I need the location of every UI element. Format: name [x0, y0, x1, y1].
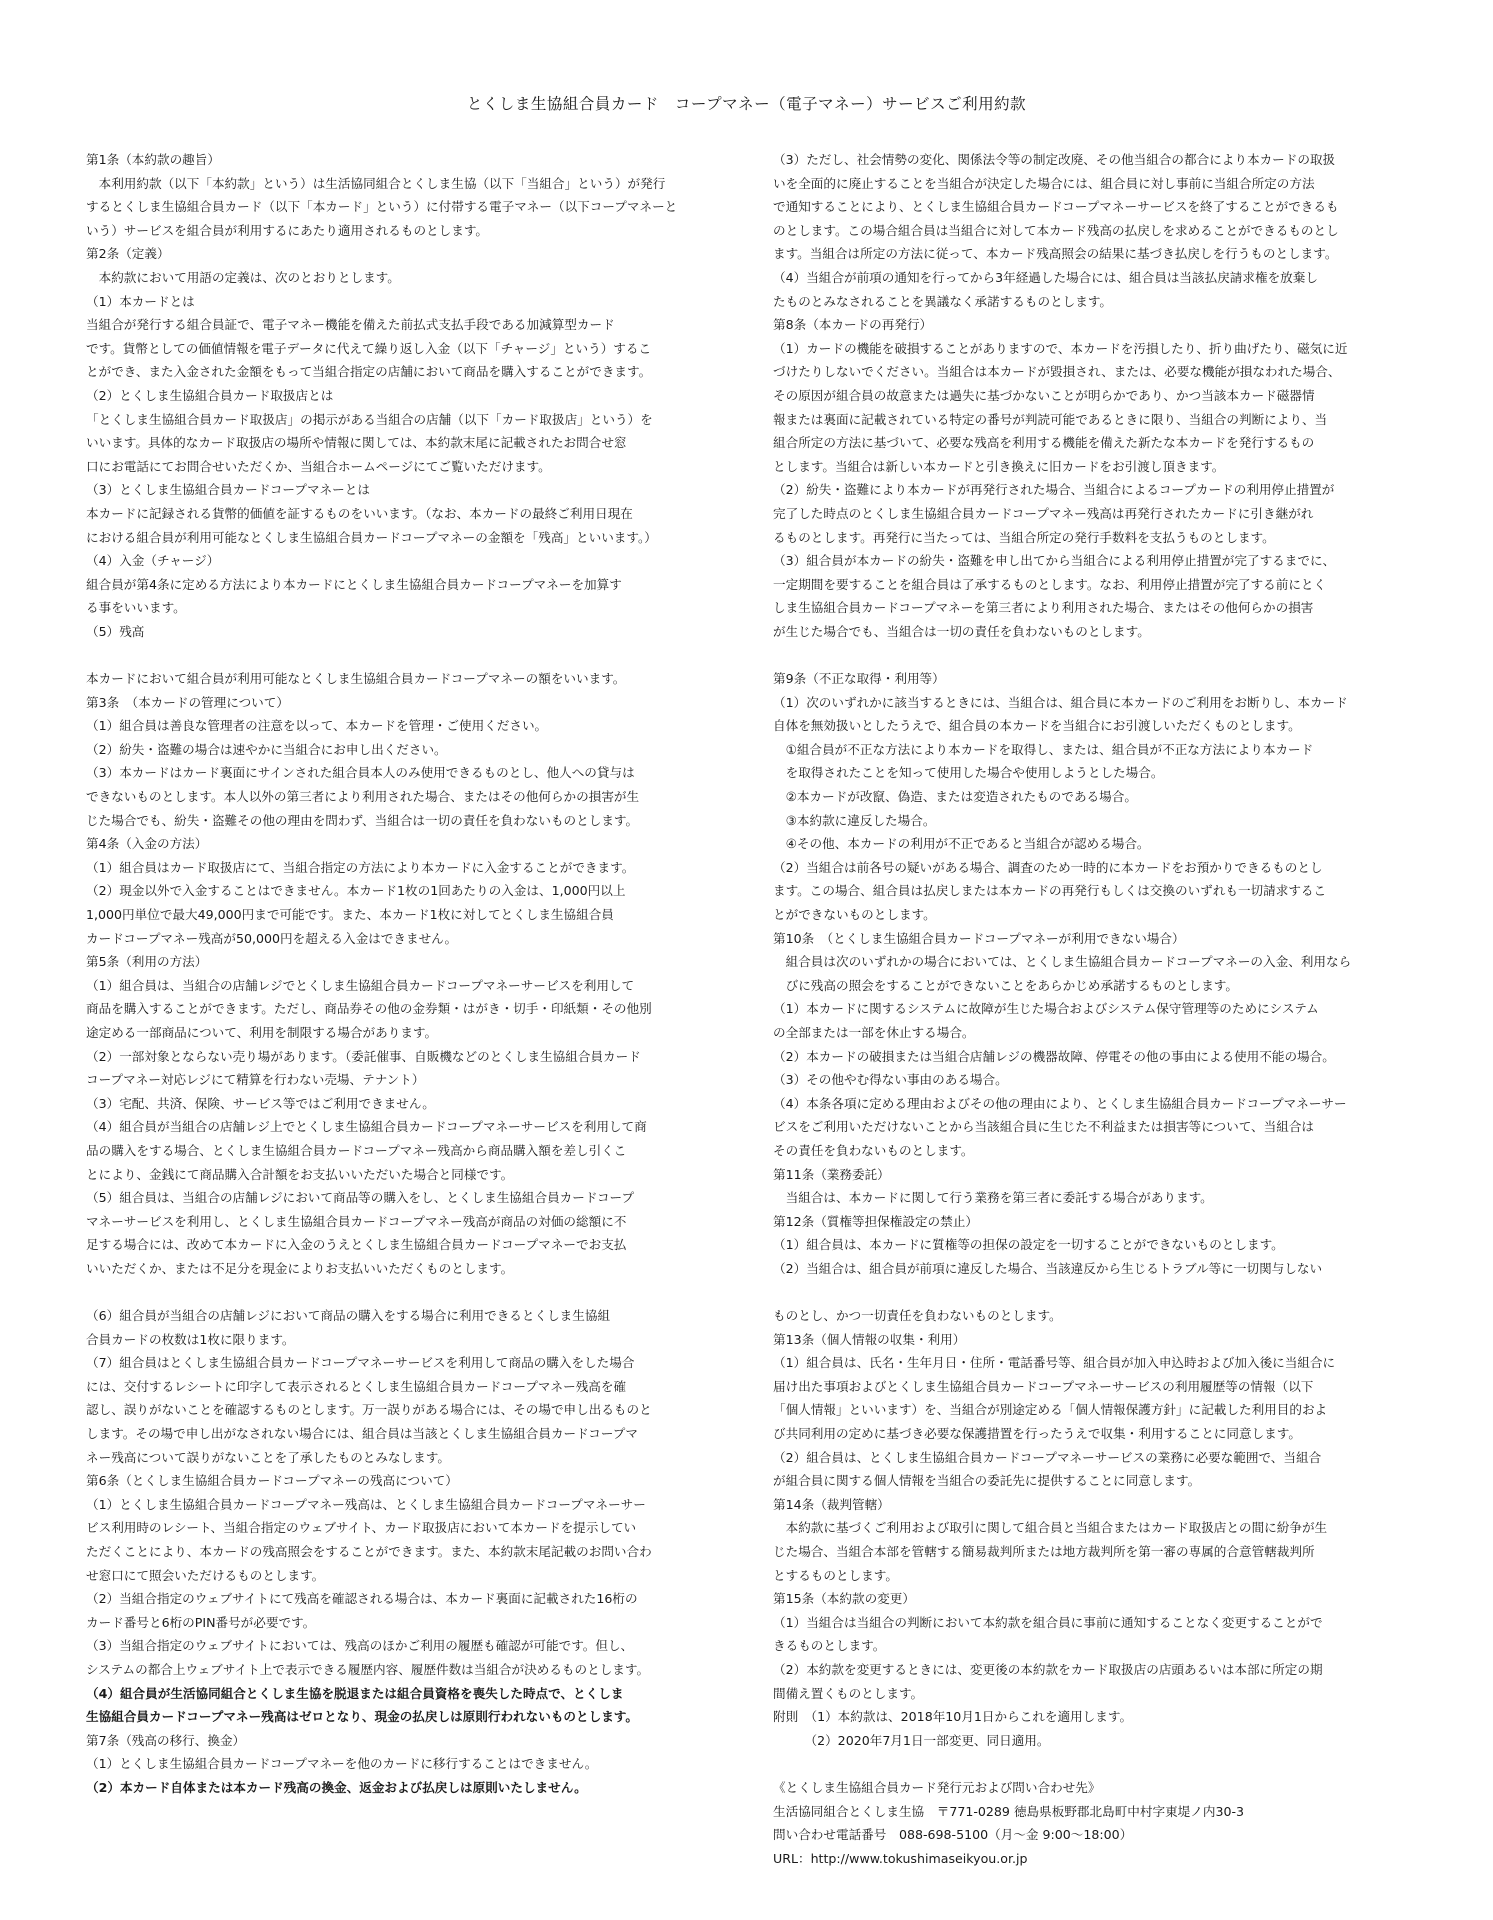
text-line: （2）一部対象とならない売り場があります。（委託催事、自販機などのとくしま生協組合員カード — [86, 1048, 641, 1064]
text-line: ます。当組合は所定の方法に従って、本カード残高照会の結果に基づき払戻しを行うものとします。 — [773, 246, 1338, 262]
blank-line — [773, 643, 1408, 667]
text-line: 「とくしま生協組合員カード取扱店」の掲示がある当組合の店舗（以下「カード取扱店」という）を — [86, 411, 653, 427]
text-line: システムの都合上ウェブサイト上で表示できる履歴内容、履歴件数は当組合が決めるものとします。 — [86, 1662, 650, 1677]
text-line: 第10条 （とくしま生協組合員カードコープマネーが利用できない場合） — [773, 930, 1185, 946]
text-line: 第9条（不正な取得・利用等） — [773, 671, 945, 687]
text-line: （1）とくしま生協組合員カードコープマネーを他のカードに移行することはできません。 — [86, 1756, 598, 1772]
text-line: ④その他、本カードの利用が不正であると当組合が認める場合。 — [773, 836, 1150, 852]
text-line: ものとし、かつ一切責任を負わないものとします。 — [773, 1308, 1062, 1324]
text-line: る事をいいます。 — [86, 600, 186, 616]
text-line: 第7条（残高の移行、換金） — [86, 1732, 246, 1748]
text-line: カード番号と6桁のPIN番号が必要です。 — [86, 1614, 316, 1630]
left-column — [86, 148, 710, 1800]
text-line: ただくことにより、本カードの残高照会をすることができます。また、本約款末尾記載のお問い合わ — [86, 1544, 652, 1560]
text-line: （5）組合員は、当組合の店舗レジにおいて商品等の購入をし、とくしま生協組合員カードコープ — [86, 1190, 635, 1206]
text-line: （2）当組合は前各号の疑いがある場合、調査のため一時的に本カードをお預かりできるものとし — [773, 859, 1323, 875]
text-line: における組合員が利用可能なとくしま生協組合員カードコープマネーの金額を「残高」といいます。） — [86, 529, 657, 545]
text-line: 生協組合員カードコープマネー残高はゼロとなり、現金の払戻しは原則行われないものとします。 — [86, 1709, 638, 1725]
text-line: 第14条（裁判管轄） — [773, 1496, 890, 1512]
text-line: （2）本約款を変更するときには、変更後の本約款をカード取扱店の店頭あるいは本部に所定の期 — [773, 1662, 1323, 1677]
text-line: 第5条（利用の方法） — [86, 954, 208, 970]
text-line: （5）残高 — [86, 623, 145, 639]
text-line: 一定期間を要することを組合員は了承するものとします。なお、利用停止措置が完了する前にとく — [773, 576, 1327, 592]
text-line: 第3条 （本カードの管理について） — [86, 694, 289, 710]
text-line: 第12条（質権等担保権設定の禁止） — [773, 1213, 978, 1229]
text-line: 第13条（個人情報の収集・利用） — [773, 1331, 966, 1347]
text-line: 第2条（定義） — [86, 246, 170, 262]
text-line: 「個人情報」といいます）を、当組合が別途定める「個人情報保護方針」に記載した利用目的およ — [773, 1402, 1328, 1418]
text-line: （2）本カード自体または本カード残高の換金、返金および払戻しは原則いたしません。 — [86, 1779, 587, 1795]
text-line: （3）組合員が本カードの紛失・盗難を申し出てから当組合による利用停止措置が完了するまでに、 — [773, 553, 1336, 569]
text-line: で通知することにより、とくしま生協組合員カードコープマネーサービスを終了することができるも — [773, 199, 1339, 215]
text-line: 生活協同組合とくしま生協 〒771-0289 徳島県板野郡北島町中村字東堤ノ内30-3 — [773, 1803, 1245, 1819]
text-line: （2）紛失・盗難により本カードが再発行された場合、当組合によるコープカードの利用停止措置が — [773, 482, 1335, 498]
text-line: （6）組合員が当組合の店舗レジにおいて商品の購入をする場合に利用できるとくしま生協組 — [86, 1308, 611, 1324]
text-line: ビス利用時のレシート、当組合指定のウェブサイト、カード取扱店において本カードを提示してい — [86, 1520, 637, 1536]
text-line: ます。この場合、組合員は払戻しまたは本カードの再発行もしくは交換のいずれも一切請求するこ — [773, 883, 1327, 899]
document-title: とくしま生協組合員カード コープマネー（電子マネー）サービスご利用約款 — [466, 95, 1027, 113]
text-line: 間備え置くものとします。 — [773, 1685, 924, 1701]
text-line: いいただくか、または不足分を現金によりお支払いいただくものとします。 — [86, 1260, 514, 1276]
text-line: きるものとします。 — [773, 1638, 886, 1654]
text-line: （4）本条各項に定める理由およびその他の理由により、とくしま生協組合員カードコープマネーサー — [773, 1095, 1347, 1111]
text-line: とするものとします。 — [773, 1567, 898, 1583]
text-line: とします。当組合は新しい本カードと引き換えに旧カードをお引渡し頂きます。 — [773, 458, 1225, 474]
text-line: （1）当組合は当組合の判断において本約款を組合員に事前に通知することなく変更することがで — [773, 1614, 1323, 1630]
blank-line — [86, 1281, 710, 1305]
text-line: できないものとします。本人以外の第三者により利用された場合、またはその他何らかの損害が生 — [86, 789, 640, 805]
text-line: いを全面的に廃止することを当組合が決定した場合には、組合員に対し事前に当組合所定の方法 — [773, 175, 1315, 191]
text-line: 途定める一部商品について、利用を制限する場合があります。 — [86, 1024, 438, 1040]
text-line: 第8条（本カードの再発行） — [773, 317, 933, 333]
text-line: （2）組合員は、とくしま生協組合員カードコープマネーサービスの業務に必要な範囲で、当組合 — [773, 1449, 1322, 1465]
text-line: 第15条（本約款の変更） — [773, 1591, 915, 1607]
text-line: 本約款に基づくご利用および取引に関して組合員と当組合またはカード取扱店との間に紛争が生 — [773, 1520, 1328, 1536]
text-line: 口にお電話にてお問合せいただくか、当組合ホームページにてご覧いただけます。 — [86, 458, 551, 474]
text-line: るものとします。再発行に当たっては、当組合所定の発行手数料を支払うものとします。 — [773, 529, 1275, 545]
text-line: 認し、誤りがないことを確認するものとします。万一誤りがある場合には、その場で申し出るものと — [86, 1402, 652, 1418]
text-line: 《とくしま生協組合員カード発行元および問い合わせ先》 — [773, 1779, 1101, 1795]
text-line: 本約款において用語の定義は、次のとおりとします。 — [86, 269, 400, 285]
text-line: 1,000円単位で最大49,000円まで可能です。また、本カード1枚に対してとくしま生協組合員 — [86, 907, 614, 922]
text-line: じた場合、当組合本部を管轄する簡易裁判所または地方裁判所を第一審の専属的合意管轄裁判所 — [773, 1544, 1315, 1560]
text-line: マネーサービスを利用し、とくしま生協組合員カードコープマネー残高が商品の対価の総額に不 — [86, 1213, 627, 1229]
right-column — [773, 148, 1408, 1870]
text-line: いいます。具体的なカード取扱店の場所や情報に関しては、本約款末尾に記載されたお問合せ窓 — [86, 435, 627, 451]
text-line: じた場合でも、紛失・盗難その他の理由を問わず、当組合は一切の責任を負わないものとします。 — [86, 812, 639, 828]
text-line: が組合員に関する個人情報を当組合の委託先に提供することに同意します。 — [773, 1473, 1201, 1489]
text-line: 報または裏面に記載されている特定の番号が判読可能であるときに限り、当組合の判断により、当 — [773, 411, 1328, 427]
text-line: （4）組合員が生活協同組合とくしま生協を脱退または組合員資格を喪失した時点で、とくしま — [86, 1685, 624, 1701]
text-line: 第1条（本約款の趣旨） — [86, 152, 220, 167]
text-line: 足する場合には、改めて本カードに入金のうえとくしま生協組合員カードコープマネーでお支払 — [86, 1237, 627, 1253]
text-line: （3）ただし、社会情勢の変化、関係法令等の制定改廃、その他当組合の都合により本カードの取扱 — [773, 152, 1336, 167]
text-line: （4）当組合が前項の通知を行ってから3年経過した場合には、組合員は当該払戻請求権を放棄し — [773, 269, 1318, 285]
text-line: （2）紛失・盗難の場合は速やかに当組合にお申し出ください。 — [86, 741, 447, 757]
text-line: （2）本カードの破損または当組合店舗レジの機器故障、停電その他の事由による使用不能の場合。 — [773, 1048, 1335, 1064]
text-line: （4）組合員が当組合の店舗レジ上でとくしま生協組合員カードコープマネーサービスを利用して商 — [86, 1119, 647, 1135]
text-line: 本利用約款（以下「本約款」という）は生活協同組合とくしま生協（以下「当組合」という）が発行 — [86, 175, 666, 191]
text-line: （1）組合員は善良な管理者の注意を以って、本カードを管理・ご使用ください。 — [86, 718, 548, 734]
text-line: 合員カードの枚数は1枚に限ります。 — [86, 1331, 295, 1347]
text-line: のとします。この場合組合員は当組合に対して本カード残高の払戻しを求めることができるものとし — [773, 222, 1339, 238]
text-line: 届け出た事項およびとくしま生協組合員カードコープマネーサービスの利用履歴等の情報（以下 — [773, 1378, 1314, 1394]
text-line: 本カードに記録される貨幣的価値を証するものをいいます。（なお、本カードの最終ご利用日現在 — [86, 505, 633, 521]
text-line: （3）当組合指定のウェブサイトにおいては、残高のほかご利用の履歴も確認が可能です。但し、 — [86, 1638, 634, 1654]
text-line: せ窓口にて照会いただけるものとします。 — [86, 1567, 325, 1583]
text-line: （2）とくしま生協組合員カード取扱店とは — [86, 387, 334, 403]
text-line: （2）現金以外で入金することはできません。本カード1枚の1回あたりの入金は、1,000円以上 — [86, 883, 626, 899]
text-line: （3）その他やむ得ない事由のある場合。 — [773, 1072, 1008, 1088]
text-line: 組合員は次のいずれかの場合においては、とくしま生協組合員カードコープマネーの入金、利用なら — [773, 954, 1352, 970]
text-line: 第6条（とくしま生協組合員カードコープマネーの残高について） — [86, 1473, 458, 1489]
text-line: びに残高の照会をすることができないことをあらかじめ承諾するものとします。 — [773, 977, 1238, 993]
text-line: その責任を負わないものとします。 — [773, 1142, 974, 1158]
text-line: とができないものとします。 — [773, 907, 936, 922]
text-line: （3）宅配、共済、保険、サービス等ではご利用できません。 — [86, 1095, 435, 1111]
text-line: その原因が組合員の故意または過失に基づかないことが明らかであり、かつ当該本カード磁器情 — [773, 387, 1315, 403]
text-line: 当組合は、本カードに関して行う業務を第三者に委託する場合があります。 — [773, 1190, 1213, 1206]
text-line: には、交付するレシートに印字して表示されるとくしま生協組合員カードコープマネー残高を確 — [86, 1378, 627, 1394]
text-line: （1）カードの機能を破損することがありますので、本カードを汚損したり、折り曲げたり、磁気に近 — [773, 340, 1348, 356]
blank-line — [773, 1281, 1408, 1305]
text-line: （2）当組合指定のウェブサイトにて残高を確認される場合は、本カード裏面に記載された16桁の — [86, 1591, 638, 1607]
text-line: コープマネー対応レジにて精算を行わない売場、テナント） — [86, 1072, 425, 1088]
text-line: （3）本カードはカード裏面にサインされた組合員本人のみ使用できるものとし、他人への貸与は — [86, 765, 635, 781]
text-line: 問い合わせ電話番号 088-698-5100（月〜金 9:00〜18:00） — [773, 1827, 1133, 1843]
text-line: いう）サービスを組合員が利用するにあたり適用されるものとします。 — [86, 222, 488, 238]
text-line: （1）とくしま生協組合員カードコープマネー残高は、とくしま生協組合員カードコープマネーサー — [86, 1496, 646, 1512]
text-line: 品の購入をする場合、とくしま生協組合員カードコープマネー残高から商品購入額を差し引くこ — [86, 1142, 627, 1158]
text-line: するとくしま生協組合員カード（以下「本カード」という）に付帯する電子マネー（以下コープマネーと — [86, 199, 678, 215]
text-line: （1）組合員は、当組合の店舗レジでとくしま生協組合員カードコープマネーサービスを利用して — [86, 977, 635, 993]
text-line: 当組合が発行する組合員証で、電子マネー機能を備えた前払式支払手段である加減算型カード — [86, 317, 615, 333]
text-line: づけたりしないでください。当組合は本カードが毀損され、または、必要な機能が損なわれた場合、 — [773, 364, 1341, 380]
text-line: とができ、また入金された金額をもって当組合指定の店舗において商品を購入することができます。 — [86, 364, 652, 380]
text-line: 組合所定の方法に基づいて、必要な残高を利用する機能を備えた新たな本カードを発行するもの — [773, 435, 1315, 451]
text-line: 組合員が第4条に定める方法により本カードにとくしま生協組合員カードコープマネーを加算す — [86, 576, 622, 592]
text-line: 本カードにおいて組合員が利用可能なとくしま生協組合員カードコープマネーの額をいいます。 — [86, 671, 626, 687]
text-line: び共同利用の定めに基づき必要な保護措置を行ったうえで収集・利用することに同意します。 — [773, 1426, 1301, 1442]
text-line: を取得されたことを知って使用した場合や使用しようとした場合。 — [773, 765, 1164, 781]
text-line: 完了した時点のとくしま生協組合員カードコープマネー残高は再発行されたカードに引き継がれ — [773, 505, 1314, 521]
text-line: ①組合員が不正な方法により本カードを取得し、または、組合員が不正な方法により本カード — [773, 741, 1314, 757]
blank-line — [86, 643, 710, 667]
text-line: （1）次のいずれかに該当するときには、当組合は、組合員に本カードのご利用をお断りし、本カード — [773, 694, 1348, 710]
text-line: （1）組合員はカード取扱店にて、当組合指定の方法により本カードに入金することができます。 — [86, 859, 635, 875]
text-line: が生じた場合でも、当組合は一切の責任を負わないものとします。 — [773, 623, 1150, 639]
text-line: 附則 （1）本約款は、2018年10月1日からこれを適用します。 — [773, 1709, 1133, 1725]
text-line: （2）当組合は、組合員が前項に違反した場合、当該違反から生じるトラブル等に一切関与しない — [773, 1260, 1323, 1276]
text-line: 第4条（入金の方法） — [86, 836, 208, 852]
text-line: しま生協組合員カードコープマネーを第三者により利用された場合、またはその他何らかの損害 — [773, 600, 1314, 616]
text-line: とにより、金銭にて商品購入合計額をお支払いいただいた場合と同様です。 — [86, 1166, 514, 1182]
text-line: 第11条（業務委託） — [773, 1166, 890, 1182]
blank-line — [773, 1752, 1408, 1776]
text-line: （2）2020年7月1日一部変更、同日適用。 — [773, 1732, 1050, 1748]
text-line: URL：http://www.tokushimaseikyou.or.jp — [773, 1850, 1028, 1866]
text-line: （1）組合員は、本カードに質権等の担保の設定を一切することができないものとします。 — [773, 1237, 1284, 1253]
text-line: （3）とくしま生協組合員カードコープマネーとは — [86, 482, 370, 498]
text-line: ②本カードが改竄、偽造、または変造されたものである場合。 — [773, 789, 1137, 805]
text-line: （1）組合員は、氏名・生年月日・住所・電話番号等、組合員が加入申込時および加入後に当組合に — [773, 1355, 1336, 1371]
text-line: たものとみなされることを異議なく承諾するものとします。 — [773, 293, 1113, 309]
text-line: 商品を購入することができます。ただし、商品券その他の金券類・はがき・切手・印紙類・その他別 — [86, 1001, 652, 1017]
text-line: ネー残高について誤りがないことを了承したものとみなします。 — [86, 1449, 450, 1465]
text-line: ビスをご利用いただけないことから当該組合員に生じた不利益または損害等について、当組合は — [773, 1119, 1315, 1135]
text-line: （1）本カードに関するシステムに故障が生じた場合およびシステム保守管理等のためにシステム — [773, 1001, 1319, 1017]
text-line: 自体を無効扱いとしたうえで、組合員の本カードを当組合にお引渡しいただくものとします。 — [773, 718, 1301, 734]
text-line: （4）入金（チャージ） — [86, 553, 220, 569]
text-line: ③本約款に違反した場合。 — [773, 812, 936, 828]
text-line: の全部または一部を休止する場合。 — [773, 1024, 975, 1040]
text-line: です。貨幣としての価値情報を電子データに代えて繰り返し入金（以下「チャージ」という）するこ — [86, 340, 652, 356]
text-line: カードコープマネー残高が50,000円を超える入金はできません。 — [86, 930, 458, 946]
text-line: （7）組合員はとくしま生協組合員カードコープマネーサービスを利用して商品の購入をした場合 — [86, 1355, 635, 1371]
text-line: （1）本カードとは — [86, 293, 195, 309]
text-line: します。その場で申し出がなされない場合には、組合員は当該とくしま生協組合員カードコープマ — [86, 1426, 638, 1442]
